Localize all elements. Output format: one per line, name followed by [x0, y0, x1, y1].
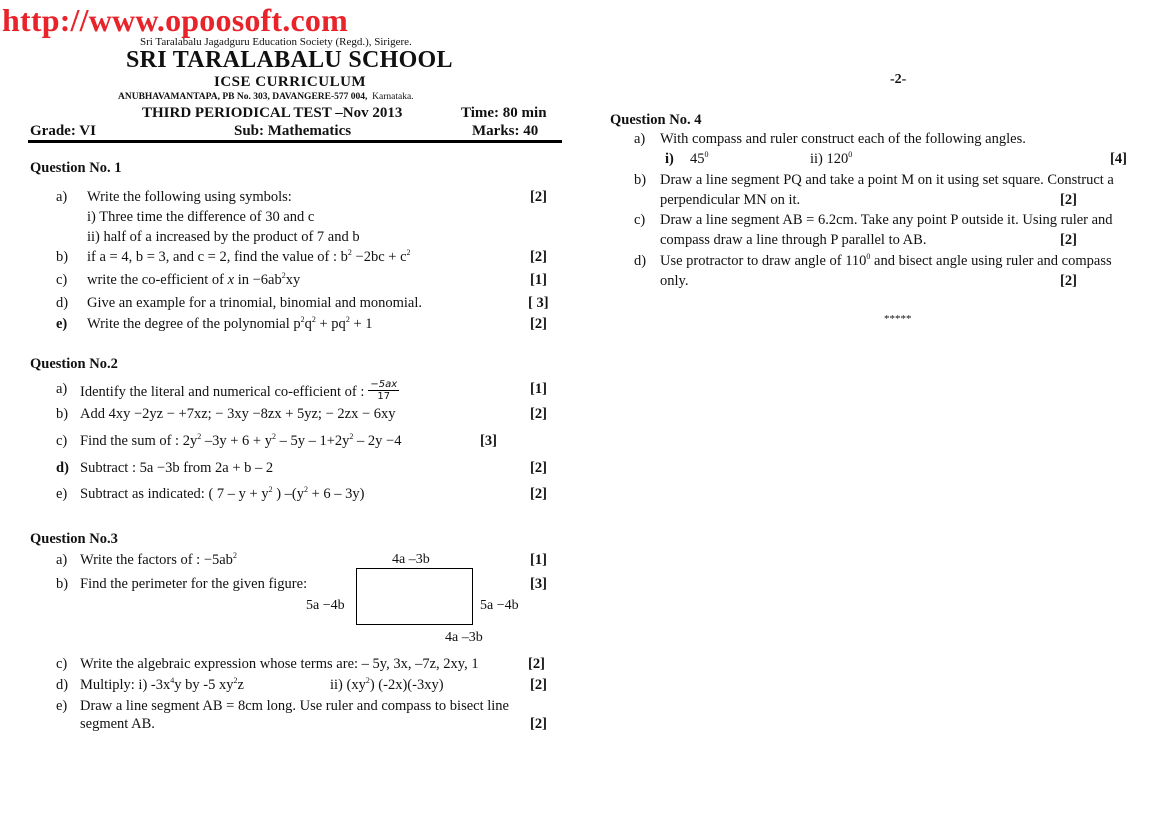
fraction-denominator: 17 [377, 391, 391, 402]
curriculum: ICSE CURRICULUM [214, 74, 367, 90]
rectangle-figure [356, 568, 473, 625]
q4a-sup: 0 [848, 150, 853, 159]
watermark: http://www.opoosoft.com [2, 2, 348, 38]
question-3-title: Question No.3 [30, 531, 118, 547]
q4a-ii-value [810, 151, 852, 168]
q1b-text [87, 249, 411, 266]
society-name: Sri Taralabalu Jagadguru Education Society (Regd.), Sirigere. [140, 36, 412, 48]
subject: Sub: Mathematics [234, 123, 352, 139]
q1c-label: c) [56, 272, 68, 288]
q2e-label: e) [56, 486, 68, 502]
q1e-sup: 2 [311, 315, 316, 324]
q3c-marks: [2] [528, 656, 545, 672]
q2e-part: Subtract as indicated: ( 7 – y + y [80, 486, 269, 502]
q4d-marks: [2] [1060, 273, 1077, 289]
q1e-part: + 1 [349, 316, 373, 332]
q4a-sup: 0 [704, 150, 709, 159]
q3e-line1: Draw a line segment AB = 8cm long. Use ruler and compass to bisect line [80, 698, 509, 714]
q3b-text: Find the perimeter for the given figure: [80, 576, 308, 592]
q3a-label: a) [56, 552, 68, 568]
q4d-part: Use protractor to draw angle of 110 [660, 253, 867, 269]
q4b-marks: [2] [1060, 192, 1077, 208]
fraction [368, 379, 399, 402]
q4c-label: c) [634, 212, 646, 228]
figure-right-label: 5a −4b [480, 598, 519, 613]
q1d-label: d) [56, 295, 69, 311]
q3a-sup: 2 [232, 551, 237, 560]
q3d-part: ) (-2x)(-3xy) [369, 677, 444, 693]
q1b-label: b) [56, 249, 69, 265]
grade: Grade: VI [30, 123, 96, 139]
figure-bottom-label: 4a –3b [445, 630, 483, 645]
q1c-part: write the co-efficient of [87, 272, 228, 288]
q4a-i-value [690, 151, 709, 168]
q3d-part: y by -5 xy [174, 677, 234, 693]
q1c-text [87, 272, 300, 289]
q4a-part: 45 [690, 151, 705, 167]
q2c-sup: 2 [349, 432, 354, 441]
q1b-sup: 2 [406, 248, 411, 257]
q3c-label: c) [56, 656, 68, 672]
q2b-label: b) [56, 406, 69, 422]
q1a-text: Write the following using symbols: [87, 189, 292, 205]
q3a-marks: [1] [530, 552, 547, 568]
q3e-marks: [2] [530, 716, 547, 732]
q1e-text [87, 316, 373, 333]
q3d-marks: [2] [530, 677, 547, 693]
q4c-marks: [2] [1060, 232, 1077, 248]
q3d-sup: 4 [170, 676, 175, 685]
question-4-title: Question No. 4 [610, 112, 702, 128]
figure-top-label: 4a –3b [392, 552, 430, 567]
q3d-text-i [80, 677, 244, 694]
q2a-text [80, 381, 399, 404]
q4d-line1 [660, 253, 1112, 270]
address-main: ANUBHAVAMANTAPA, PB No. 303, DAVANGERE-577 004, [118, 92, 368, 102]
q3d-sup: 2 [365, 676, 370, 685]
question-1-title: Question No. 1 [30, 160, 122, 176]
fraction-numerator: −5ax [370, 379, 398, 390]
q3b-label: b) [56, 576, 69, 592]
q3d-text-ii [330, 677, 444, 694]
q3e-line2: segment AB. [80, 716, 155, 732]
figure-left-label: 5a −4b [306, 598, 345, 613]
q4b-line2: perpendicular MN on it. [660, 192, 801, 208]
q1d-text: Give an example for a trinomial, binomial and monomial. [87, 295, 423, 311]
q3d-label: d) [56, 677, 69, 693]
q1a-label: a) [56, 189, 68, 205]
q1e-sup: 2 [345, 315, 350, 324]
q1c-part: xy [285, 272, 301, 288]
q1e-sup: 2 [300, 315, 305, 324]
q1a-i: i) Three time the difference of 30 and c [87, 209, 315, 225]
school-address [118, 93, 414, 103]
q1c-marks: [1] [530, 272, 547, 288]
q4d-sup: 0 [866, 252, 871, 261]
q2b-text: Add 4xy −2yz − +7xz; − 3xy −8zx + 5yz; − 2zx − 6xy [80, 406, 396, 422]
end-marker: ***** [884, 313, 912, 325]
q4a-label: a) [634, 131, 646, 147]
q2e-part: ) –(y [272, 486, 304, 502]
q4a-part: ii) 120 [810, 151, 849, 167]
q1e-part: + pq [315, 316, 346, 332]
school-name: SRI TARALABALU SCHOOL [126, 47, 453, 73]
q2d-label: d) [56, 460, 69, 476]
q3e-label: e) [56, 698, 68, 714]
q3d-part: ii) (xy [330, 677, 366, 693]
q4d-line2: only. [660, 273, 689, 289]
q3b-marks: [3] [530, 576, 547, 592]
page-number: -2- [890, 72, 907, 87]
test-time: Time: 80 min [461, 105, 547, 121]
q1c-part: in −6ab [234, 272, 282, 288]
q2d-marks: [2] [530, 460, 547, 476]
q2c-sup: 2 [197, 432, 202, 441]
q4a-text: With compass and ruler construct each of the following angles. [660, 131, 1026, 147]
q4c-line2: compass draw a line through P parallel to AB. [660, 232, 927, 248]
q1b-part: −2bc + c [351, 249, 407, 265]
test-name: THIRD PERIODICAL TEST –Nov 2013 [142, 105, 403, 121]
q2c-part: Find the sum of : 2y [80, 433, 198, 449]
q2b-marks: [2] [530, 406, 547, 422]
q3d-part: z [237, 677, 244, 693]
q2c-part: – 2y −4 [353, 433, 402, 449]
q3a-text [80, 552, 237, 569]
q2a-label: a) [56, 381, 68, 397]
q4d-part: and bisect angle using ruler and compass [870, 253, 1112, 269]
q1e-label: e) [56, 316, 68, 332]
q2c-part: – 5y – 1+2y [275, 433, 350, 449]
header-rule [28, 140, 562, 143]
q2e-text [80, 486, 365, 503]
q2a-marks: [1] [530, 381, 547, 397]
q1b-marks: [2] [530, 249, 547, 265]
q2e-sup: 2 [304, 485, 308, 494]
q1c-var: x [227, 272, 235, 288]
q4b-label: b) [634, 172, 647, 188]
q2c-label: c) [56, 433, 68, 449]
q1c-sup: 2 [281, 271, 286, 280]
q4b-line1: Draw a line segment PQ and take a point M on it using set square. Construct a [660, 172, 1114, 188]
q4a-i-label: i) [665, 151, 674, 167]
q3c-text: Write the algebraic expression whose terms are: – 5y, 3x, –7z, 2xy, 1 [80, 656, 479, 672]
q2a-part: Identify the literal and numerical co-efficient of : [80, 383, 365, 400]
q1e-marks: [2] [530, 316, 547, 332]
q4d-label: d) [634, 253, 647, 269]
q1a-marks: [2] [530, 189, 547, 205]
q3d-sup: 2 [233, 676, 238, 685]
q2c-sup: 2 [271, 432, 276, 441]
q2e-sup: 2 [268, 485, 273, 494]
q1e-part: Write the degree of the polynomial p [87, 316, 301, 332]
q3d-part: Multiply: i) -3x [80, 677, 171, 693]
q2c-part: –3y + 6 + y [201, 433, 272, 449]
q3a-part: Write the factors of : −5ab [80, 552, 233, 568]
q2c-marks: [3] [480, 433, 497, 449]
q1e-part: q [304, 316, 312, 332]
question-2-title: Question No.2 [30, 356, 118, 372]
q1b-sup: 2 [347, 248, 352, 257]
max-marks: Marks: 40 [472, 123, 539, 139]
q1b-part: if a = 4, b = 3, and c = 2, find the value of : b [87, 249, 348, 265]
q4c-line1: Draw a line segment AB = 6.2cm. Take any point P outside it. Using ruler and [660, 212, 1113, 228]
q2e-part: + 6 – 3y) [308, 486, 365, 502]
q1d-marks: [ 3] [528, 295, 549, 311]
address-state: Karnataka. [372, 92, 414, 102]
q2d-text: Subtract : 5a −3b from 2a + b – 2 [80, 460, 274, 476]
q2c-text [80, 433, 401, 450]
q4a-marks: [4] [1110, 151, 1127, 167]
q1a-ii: ii) half of a increased by the product of 7 and b [87, 229, 360, 245]
q2e-marks: [2] [530, 486, 547, 502]
